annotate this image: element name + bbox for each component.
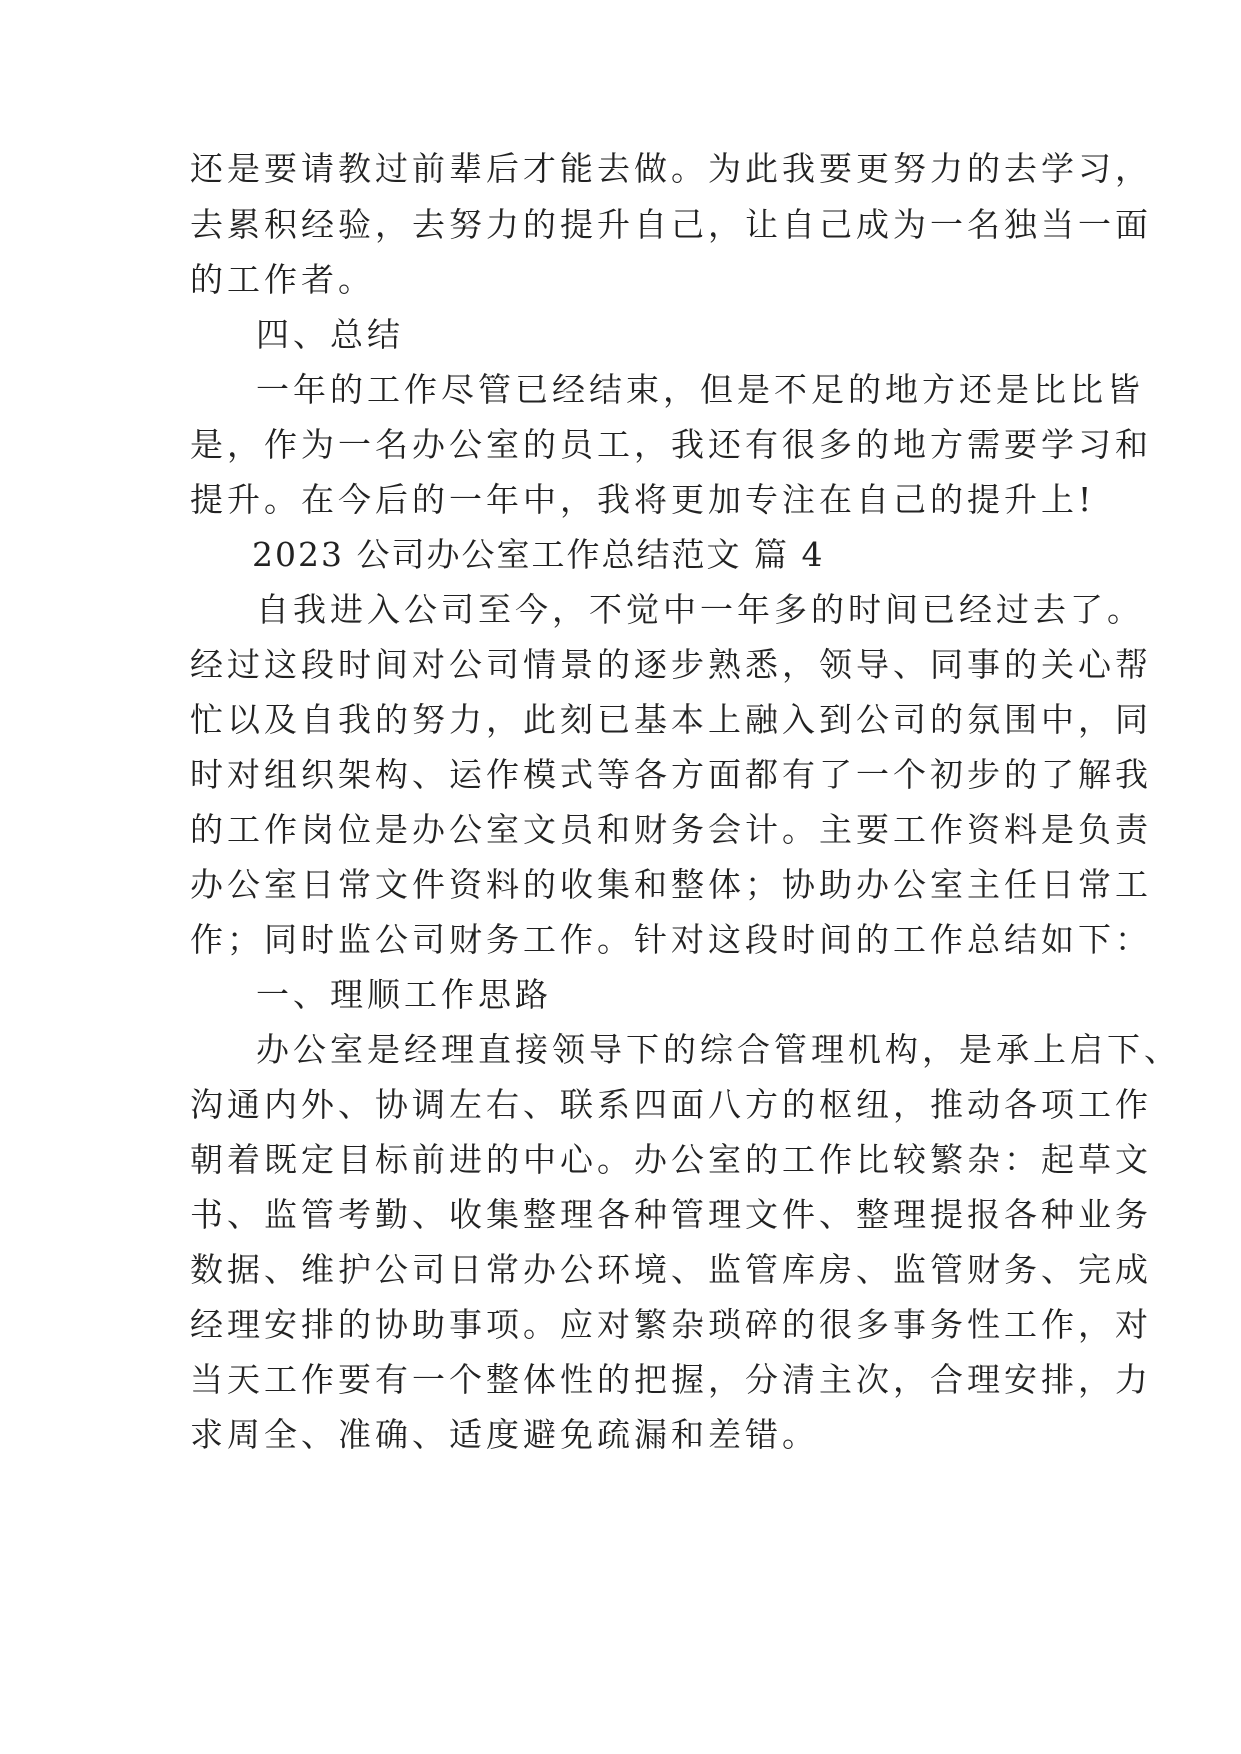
text-line-1: 还是要请教过前辈后才能去做。为此我要更努力的去学习， — [190, 149, 1152, 188]
text-line-24: 求周全、准确、适度避免疏漏和差错。 — [190, 1415, 819, 1454]
text-line-23: 当天工作要有一个整体性的把握，分清主次，合理安排，力 — [190, 1360, 1152, 1399]
text-line-9: 自我进入公司至今，不觉中一年多的时间已经过去了。 — [256, 590, 1144, 629]
section-heading-summary: 四、总结 — [256, 315, 404, 354]
text-line-18: 沟通内外、协调左右、联系四面八方的枢纽，推动各项工作 — [190, 1085, 1152, 1124]
text-line-2: 去累积经验，去努力的提升自己，让自己成为一名独当一面 — [190, 205, 1152, 244]
text-line-7: 提升。在今后的一年中，我将更加专注在自己的提升上! — [190, 480, 1096, 519]
text-line-12: 时对组织架构、运作模式等各方面都有了一个初步的了解我 — [190, 755, 1152, 794]
text-line-21: 数据、维护公司日常办公环境、监管库房、监管财务、完成 — [190, 1250, 1152, 1289]
text-line-19: 朝着既定目标前进的中心。办公室的工作比较繁杂：起草文 — [190, 1140, 1152, 1179]
text-line-11: 忙以及自我的努力，此刻已基本上融入到公司的氛围中，同 — [190, 700, 1152, 739]
article-title: 2023 公司办公室工作总结范文 篇 4 — [252, 535, 825, 574]
text-line-10: 经过这段时间对公司情景的逐步熟悉，领导、同事的关心帮 — [190, 645, 1152, 684]
text-line-15: 作；同时监公司财务工作。针对这段时间的工作总结如下： — [190, 920, 1152, 959]
text-line-22: 经理安排的协助事项。应对繁杂琐碎的很多事务性工作，对 — [190, 1305, 1152, 1344]
text-line-13: 的工作岗位是办公室文员和财务会计。主要工作资料是负责 — [190, 810, 1152, 849]
section-heading-work-ideas: 一、理顺工作思路 — [256, 975, 552, 1014]
text-line-14: 办公室日常文件资料的收集和整体；协助办公室主任日常工 — [190, 865, 1152, 904]
text-line-20: 书、监管考勤、收集整理各种管理文件、整理提报各种业务 — [190, 1195, 1152, 1234]
text-line-3: 的工作者。 — [190, 260, 375, 299]
text-line-5: 一年的工作尽管已经结束，但是不足的地方还是比比皆 — [256, 370, 1144, 409]
text-line-17: 办公室是经理直接领导下的综合管理机构，是承上启下、 — [256, 1030, 1181, 1069]
text-line-6: 是，作为一名办公室的员工，我还有很多的地方需要学习和 — [190, 425, 1152, 464]
